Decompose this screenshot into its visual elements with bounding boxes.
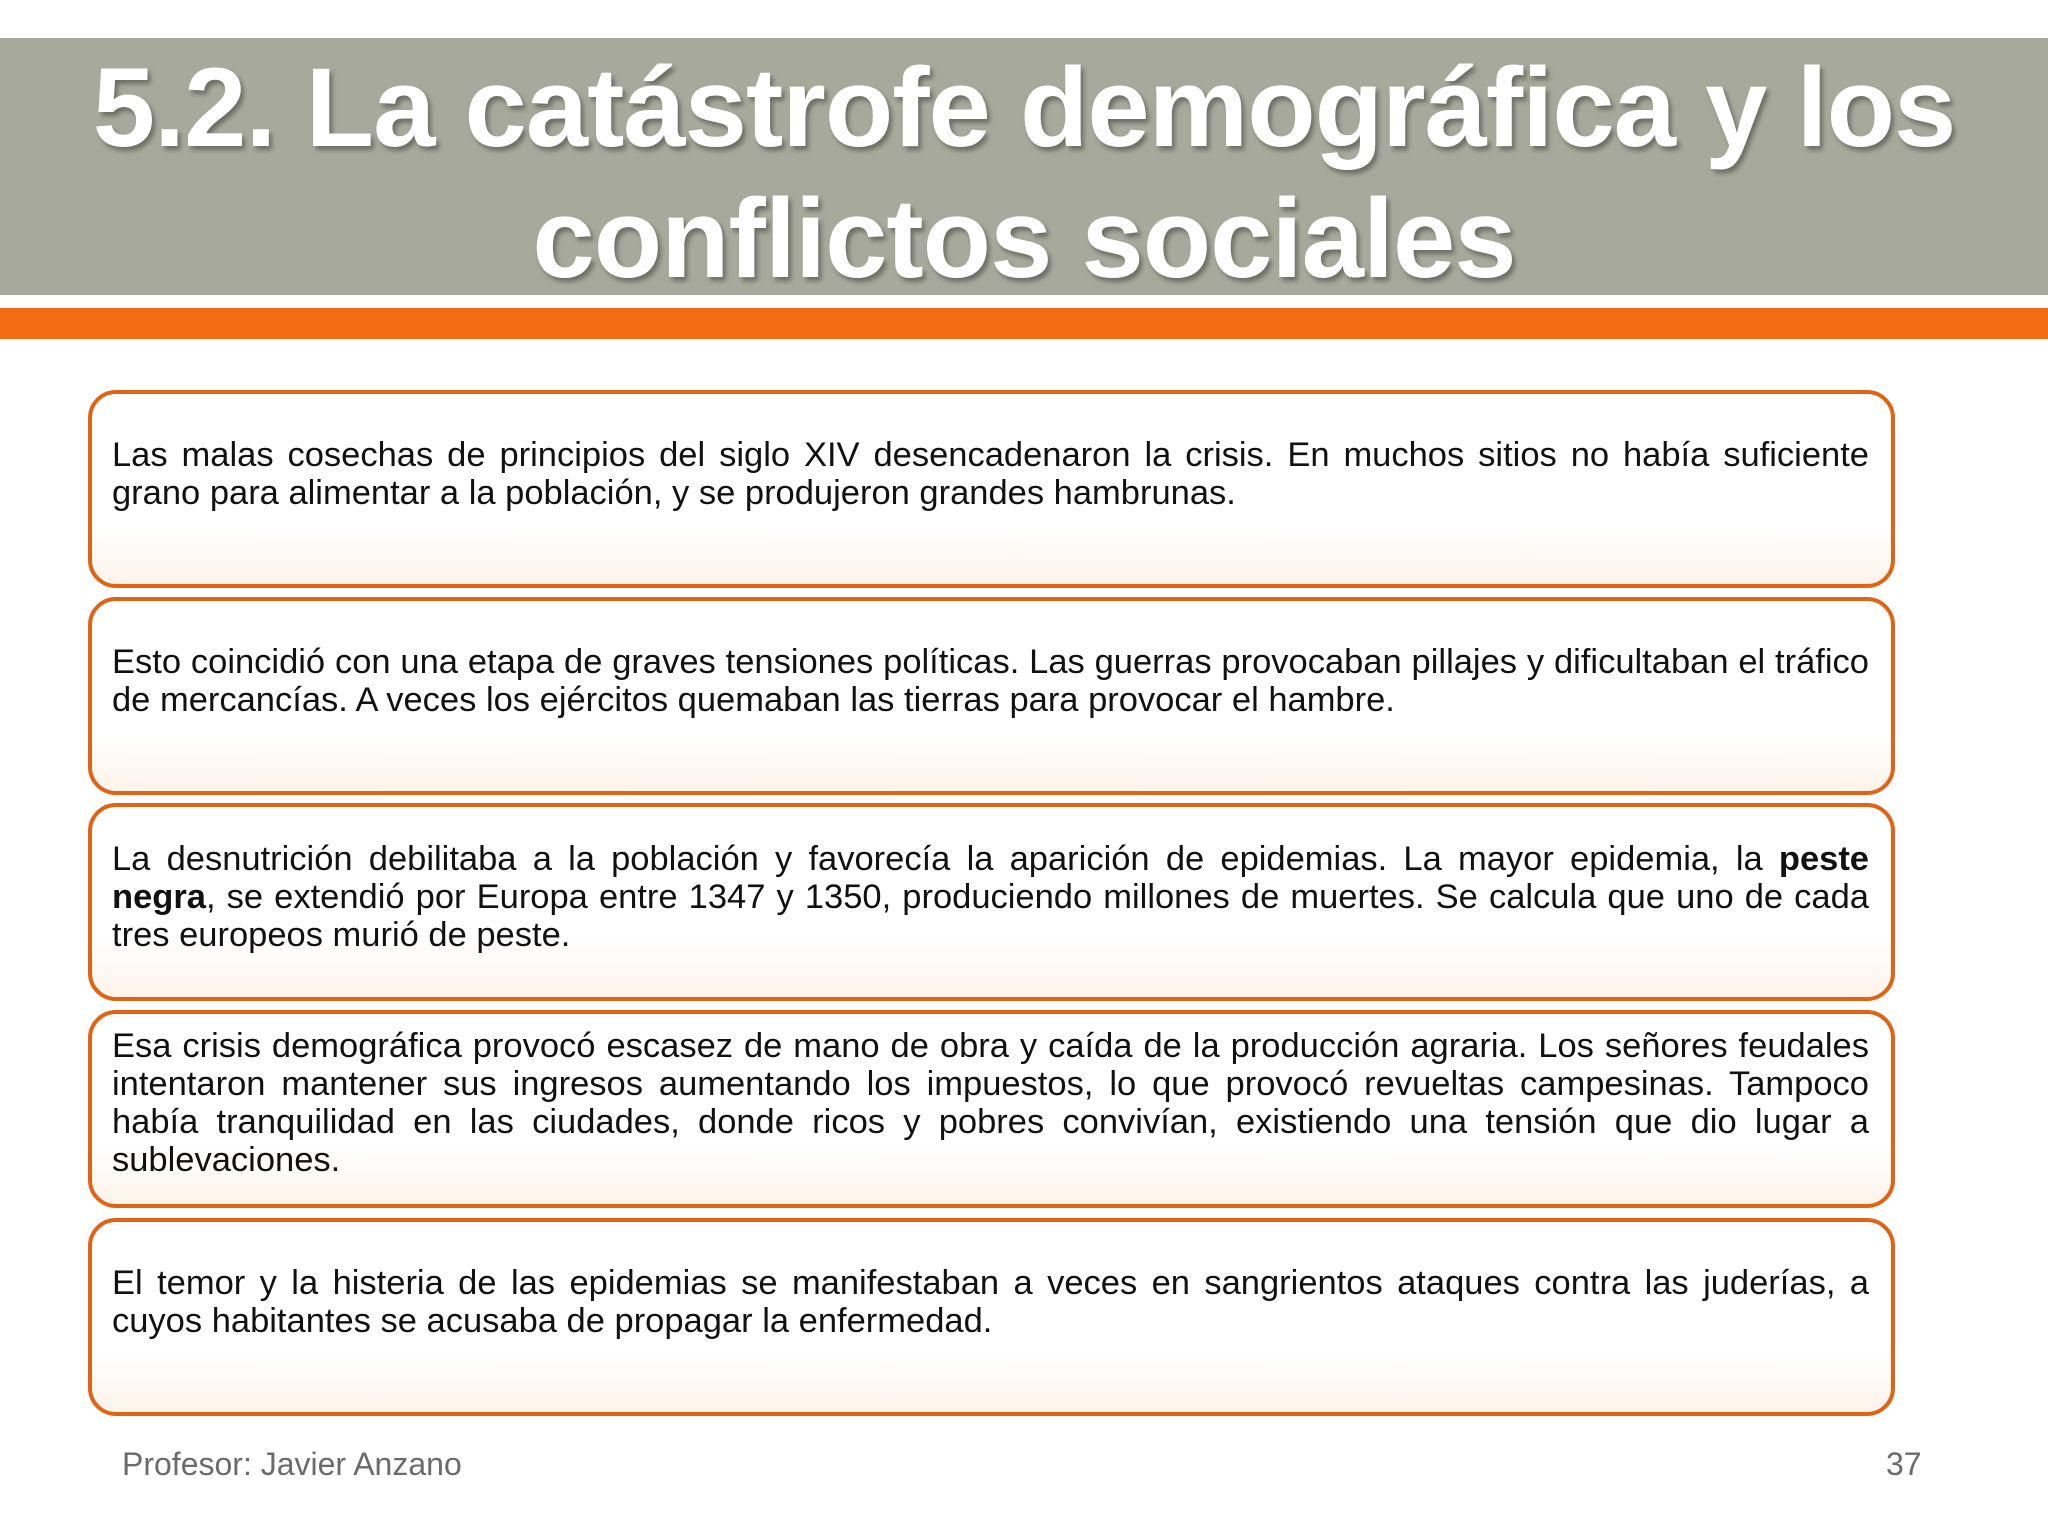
slide-title	[0, 42, 2048, 304]
content-box-5-text: El temor y la histeria de las epidemias se manifestaban a veces en sangrientos ataques contra las juderías, a cuyos habitantes se acusaba de propagar la enfermedad.	[112, 1264, 1869, 1340]
page-number: 37	[1886, 1446, 1922, 1482]
content-box-4-text: Esa crisis demográfica provocó escasez de mano de obra y caída de la producción agraria. Los señores feudales intentaron mantener sus ingresos aumentando los impuestos, lo que provocó revueltas campesinas. Tampoco había tranquilidad en las ciudades, donde ricos y pobres convivían, existiendo una tensión que dio lugar a sublevaciones.	[112, 1027, 1869, 1179]
slide-title-line-1: 5.2. La catástrofe demográfica y los	[92, 45, 1956, 170]
content-box-3-text	[112, 840, 1869, 954]
content-box-3	[88, 803, 1895, 1001]
content-box-3-text-before: La desnutrición debilitaba a la población y favorecía la aparición de epidemias. La mayor epidemia, la	[112, 840, 1779, 878]
content-box-1-text: Las malas cosechas de principios del siglo XIV desencadenaron la crisis. En muchos sitios no había suficiente grano para alimentar a la población, y se produjeron grandes hambrunas.	[112, 436, 1869, 512]
content-box-4	[88, 1010, 1895, 1208]
content-box-3-text-after: , se extendió por Europa entre 1347 y 1350, produciendo millones de muertes. Se calcula que uno de cada tres europeos murió de peste.	[112, 878, 1869, 954]
content-box-3-bold-term: peste negra	[112, 840, 1869, 916]
slide-title-line-2: conflictos sociales	[532, 176, 1516, 301]
content-box-2-text: Esto coincidió con una etapa de graves tensiones políticas. Las guerras provocaban pillajes y dificultaban el tráfico de mercancías. A veces los ejércitos quemaban las tierras para provocar el hambre.	[112, 643, 1869, 719]
footer-author: Profesor: Javier Anzano	[122, 1446, 462, 1482]
content-box-5	[88, 1218, 1895, 1416]
accent-bar	[0, 308, 2048, 339]
content-box-1	[88, 390, 1895, 588]
content-box-2	[88, 597, 1895, 795]
